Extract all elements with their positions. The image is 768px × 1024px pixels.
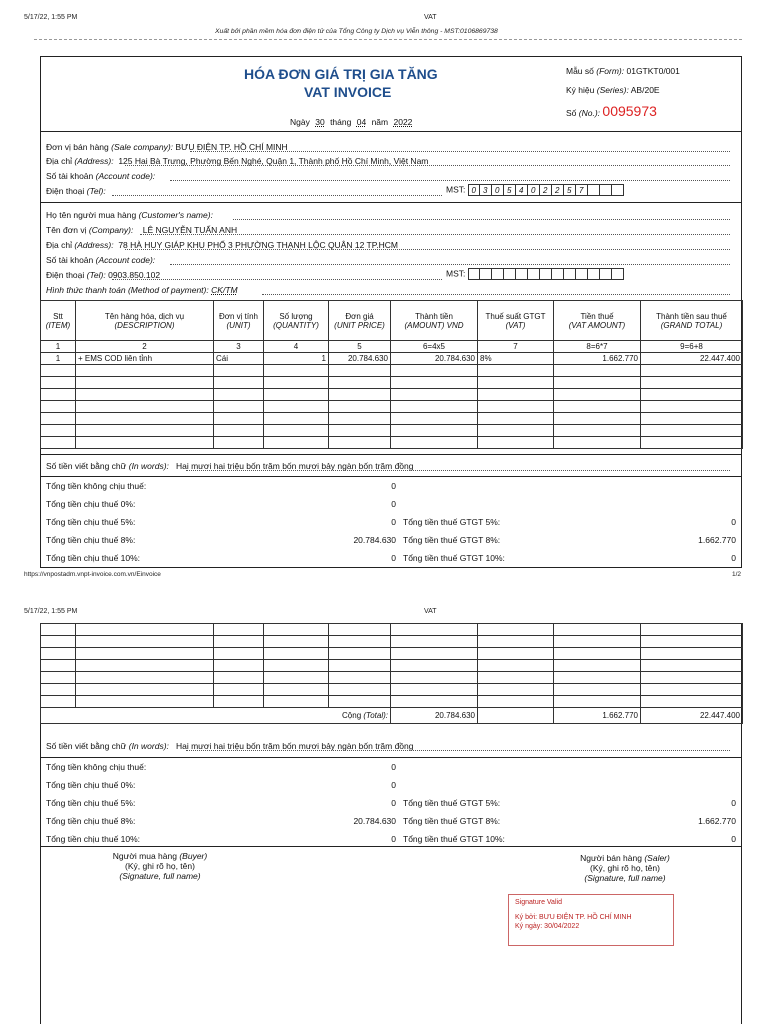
empty-cell (641, 672, 743, 684)
print-datetime: 5/17/22, 1:55 PM (24, 14, 78, 21)
empty-cell (391, 684, 478, 696)
empty-cell (554, 437, 641, 449)
empty-cell (329, 365, 391, 377)
mst-digit-box: 7 (576, 184, 588, 196)
empty-cell (41, 401, 76, 413)
empty-cell (264, 437, 329, 449)
empty-cell (214, 377, 264, 389)
form-number: Mẫu số (Form): 01GTKT0/001 (566, 66, 680, 76)
empty-cell (641, 377, 743, 389)
empty-row (41, 437, 743, 449)
empty-cell (478, 401, 554, 413)
index-cell: 9=6+8 (641, 341, 743, 353)
empty-cell (478, 684, 554, 696)
series-number: Ký hiệu (Series): AB/20E (566, 85, 660, 95)
column-header: Thành tiền (AMOUNT) VND (391, 301, 478, 341)
seller-mst: MST: 0 3 0 5 4 0 2 2 5 7 (446, 184, 624, 196)
mst-digit-box: 3 (480, 184, 492, 196)
empty-cell (641, 389, 743, 401)
empty-cell (391, 648, 478, 660)
payment-method-row: Hình thức thanh toán (Method of payment): CK/TM (46, 285, 238, 295)
items-table-p2 (40, 623, 743, 724)
print-title: VAT (424, 14, 437, 21)
empty-cell (391, 389, 478, 401)
empty-cell (478, 672, 554, 684)
empty-cell (264, 425, 329, 437)
empty-cell (41, 377, 76, 389)
mst-digit-box: 0 (468, 184, 480, 196)
table-cell: 1.662.770 (554, 353, 641, 365)
empty-cell (329, 413, 391, 425)
column-header: Tiền thuế (VAT AMOUNT) (554, 301, 641, 341)
mst-digit-box (552, 268, 564, 280)
buyer-account-row: Số tài khoản (Account code): (46, 255, 156, 265)
mst-digit-box: 4 (516, 184, 528, 196)
empty-cell (264, 624, 329, 636)
mst-digit-box (468, 268, 480, 280)
mst-digit-box (576, 268, 588, 280)
signed-by: Ký bởi: BƯU ĐIỆN TP. HỒ CHÍ MINH (515, 914, 632, 921)
invoice-number: Số (No.): 0095973 (566, 103, 657, 119)
exported-from-note: Xuất bởi phần mềm hóa đơn điện tử của Tổng Công ty Dịch vụ Viễn thông - MST:0106869738 (215, 28, 498, 35)
empty-cell (641, 401, 743, 413)
empty-cell (641, 365, 743, 377)
empty-cell (391, 425, 478, 437)
mst-digit-box (600, 184, 612, 196)
empty-row (41, 660, 743, 672)
buyer-name-row: Họ tên người mua hàng (Customer's name): (46, 210, 213, 220)
empty-cell (478, 365, 554, 377)
empty-cell (264, 389, 329, 401)
invoice-title-vi: HÓA ĐƠN GIÁ TRỊ GIA TĂNG (244, 66, 438, 82)
empty-cell (641, 413, 743, 425)
empty-cell (214, 660, 264, 672)
empty-cell (641, 648, 743, 660)
empty-cell (41, 413, 76, 425)
empty-cell (76, 624, 214, 636)
table-cell: + EMS COD liên tỉnh (76, 353, 214, 365)
mst-digit-box (588, 184, 600, 196)
print-datetime-p2: 5/17/22, 1:55 PM (24, 608, 78, 615)
empty-cell (641, 696, 743, 708)
empty-cell (264, 696, 329, 708)
column-header: Stt (ITEM) (41, 301, 76, 341)
empty-cell (554, 624, 641, 636)
empty-cell (41, 389, 76, 401)
empty-cell (214, 624, 264, 636)
empty-cell (478, 437, 554, 449)
empty-cell (214, 437, 264, 449)
empty-cell (478, 624, 554, 636)
empty-cell (329, 389, 391, 401)
empty-row (41, 401, 743, 413)
seller-account-row: Số tài khoản (Account code): (46, 171, 156, 181)
mst-digit-box (516, 268, 528, 280)
empty-cell (554, 377, 641, 389)
empty-cell (41, 696, 76, 708)
empty-cell (214, 401, 264, 413)
empty-cell (264, 377, 329, 389)
buyer-phone-row: Điện thoại (Tel): 0903.850.102 (46, 270, 161, 280)
index-cell: 4 (264, 341, 329, 353)
mst-digit-box (504, 268, 516, 280)
empty-cell (329, 377, 391, 389)
mst-digit-box (564, 268, 576, 280)
amount-in-words: Số tiền viết bằng chữ (In words): Hai mươi hai triệu bốn trăm bốn mươi bảy ngàn bốn trăm đồng (46, 461, 414, 471)
empty-cell (76, 425, 214, 437)
empty-cell (641, 425, 743, 437)
amount-in-words-p2: Số tiền viết bằng chữ (In words): Hai mươi hai triệu bốn trăm bốn mươi bảy ngàn bốn trăm đồng (46, 741, 414, 751)
table-index-row (41, 341, 743, 353)
footer-page-number: 1/2 (732, 571, 742, 578)
empty-cell (41, 636, 76, 648)
empty-cell (41, 425, 76, 437)
empty-cell (76, 684, 214, 696)
empty-cell (641, 437, 743, 449)
index-cell: 8=6*7 (554, 341, 641, 353)
empty-cell (264, 365, 329, 377)
empty-cell (264, 648, 329, 660)
empty-cell (554, 672, 641, 684)
empty-row (41, 389, 743, 401)
empty-cell (76, 660, 214, 672)
empty-cell (329, 648, 391, 660)
empty-cell (264, 684, 329, 696)
table-cell: 22.447.400 (641, 353, 743, 365)
mst-digit-box (612, 184, 624, 196)
column-header: Thuế suất GTGT (VAT) (478, 301, 554, 341)
invoice-date: Ngày 30 tháng 04 năm 2022 (290, 117, 413, 127)
empty-cell (641, 660, 743, 672)
mst-digit-box: 5 (564, 184, 576, 196)
empty-cell (391, 365, 478, 377)
empty-cell (391, 401, 478, 413)
empty-cell (214, 425, 264, 437)
empty-cell (214, 672, 264, 684)
index-cell: 7 (478, 341, 554, 353)
empty-cell (76, 389, 214, 401)
empty-cell (41, 684, 76, 696)
empty-row (41, 672, 743, 684)
empty-cell (214, 696, 264, 708)
mst-digit-box (588, 268, 600, 280)
table-cell: 20.784.630 (329, 353, 391, 365)
empty-cell (76, 377, 214, 389)
header-divider (34, 39, 742, 40)
empty-cell (329, 636, 391, 648)
empty-row (41, 413, 743, 425)
index-cell: 5 (329, 341, 391, 353)
empty-cell (554, 413, 641, 425)
signature-valid-label: Signature Valid (515, 899, 562, 906)
empty-cell (641, 624, 743, 636)
empty-cell (554, 696, 641, 708)
empty-row (41, 648, 743, 660)
empty-row (41, 684, 743, 696)
empty-cell (554, 425, 641, 437)
empty-cell (478, 413, 554, 425)
buyer-address-row: Địa chỉ (Address): 78 HÀ HUY GIÁP KHU PHỐ 3 PHƯỜNG THẠNH LỘC QUẬN 12 TP.HCM (46, 240, 399, 250)
index-cell: 3 (214, 341, 264, 353)
mst-digit-box: 2 (540, 184, 552, 196)
empty-cell (391, 660, 478, 672)
empty-cell (554, 684, 641, 696)
empty-cell (554, 401, 641, 413)
empty-row (41, 425, 743, 437)
empty-cell (76, 636, 214, 648)
empty-cell (478, 660, 554, 672)
empty-cell (76, 672, 214, 684)
empty-cell (76, 365, 214, 377)
empty-cell (478, 389, 554, 401)
empty-cell (391, 624, 478, 636)
mst-digit-box: 2 (552, 184, 564, 196)
column-header: Đơn vị tính (UNIT) (214, 301, 264, 341)
column-header: Đơn giá (UNIT PRICE) (329, 301, 391, 341)
buyer-signature-block: Người mua hàng (Buyer) (Ký, ghi rõ họ, tên) (Signature, full name) (112, 851, 208, 881)
footer-url[interactable]: https://vnpostadm.vnpt-invoice.com.vn/Einvoice (24, 571, 161, 578)
empty-cell (329, 624, 391, 636)
mst-digit-box: 0 (528, 184, 540, 196)
empty-cell (329, 425, 391, 437)
empty-cell (214, 648, 264, 660)
empty-cell (214, 636, 264, 648)
index-cell: 1 (41, 341, 76, 353)
seller-address-row: Địa chỉ (Address): 125 Hai Bà Trưng, Phường Bến Nghé, Quận 1, Thành phố Hồ Chí Minh, Việt Nam (46, 156, 429, 166)
items-table (40, 300, 743, 449)
empty-cell (329, 672, 391, 684)
empty-cell (554, 365, 641, 377)
table-cell: 8% (478, 353, 554, 365)
empty-cell (329, 696, 391, 708)
empty-cell (76, 401, 214, 413)
empty-cell (478, 377, 554, 389)
table-total-row: Cộng (Total): 20.784.630 1.662.770 22.447.400 (41, 708, 743, 724)
empty-cell (41, 672, 76, 684)
empty-cell (76, 437, 214, 449)
mst-digit-box (528, 268, 540, 280)
empty-cell (329, 660, 391, 672)
empty-row (41, 636, 743, 648)
signed-date: Ký ngày: 30/04/2022 (515, 923, 580, 930)
empty-cell (329, 437, 391, 449)
seller-phone-row: Điện thoại (Tel): (46, 186, 106, 196)
empty-cell (391, 377, 478, 389)
empty-cell (41, 648, 76, 660)
empty-cell (41, 437, 76, 449)
index-cell: 2 (76, 341, 214, 353)
mst-digit-box (540, 268, 552, 280)
mst-digit-box: 0 (492, 184, 504, 196)
empty-cell (391, 636, 478, 648)
empty-row (41, 365, 743, 377)
empty-cell (641, 636, 743, 648)
empty-cell (76, 413, 214, 425)
empty-cell (478, 636, 554, 648)
empty-cell (264, 660, 329, 672)
empty-cell (641, 684, 743, 696)
seller-company-row: Đơn vị bán hàng (Sale company): BƯU ĐIỆN TP. HỒ CHÍ MINH (46, 142, 288, 152)
digital-signature-stamp (508, 894, 674, 946)
empty-cell (214, 365, 264, 377)
mst-digit-box: 5 (504, 184, 516, 196)
empty-cell (76, 696, 214, 708)
empty-cell (554, 648, 641, 660)
column-header: Tên hàng hóa, dịch vụ (DESCRIPTION) (76, 301, 214, 341)
empty-cell (214, 389, 264, 401)
seller-signature-block: Người bán hàng (Saler) (Ký, ghi rõ họ, tên) (Signature, full name) (580, 853, 670, 883)
empty-cell (76, 648, 214, 660)
empty-cell (41, 365, 76, 377)
table-cell: 1 (264, 353, 329, 365)
empty-cell (41, 624, 76, 636)
empty-cell (329, 684, 391, 696)
empty-cell (391, 437, 478, 449)
table-cell: Cái (214, 353, 264, 365)
empty-row (41, 377, 743, 389)
print-title-p2: VAT (424, 608, 437, 615)
buyer-mst: MST: (446, 268, 624, 280)
table-header-row (41, 301, 743, 341)
mst-digit-box (492, 268, 504, 280)
empty-cell (391, 696, 478, 708)
empty-cell (214, 684, 264, 696)
empty-cell (264, 672, 329, 684)
buyer-company-row: Tên đơn vị (Company): LÊ NGUYỄN TUẤN ANH (46, 225, 238, 235)
column-header: Số lượng (QUANTITY) (264, 301, 329, 341)
empty-cell (554, 660, 641, 672)
table-cell: 1 (41, 353, 76, 365)
empty-cell (478, 648, 554, 660)
mst-digit-box (600, 268, 612, 280)
empty-row (41, 696, 743, 708)
empty-cell (478, 425, 554, 437)
empty-cell (391, 413, 478, 425)
empty-cell (554, 636, 641, 648)
empty-row (41, 624, 743, 636)
invoice-title-en: VAT INVOICE (304, 84, 392, 100)
empty-cell (264, 401, 329, 413)
empty-cell (554, 389, 641, 401)
empty-cell (41, 660, 76, 672)
empty-cell (264, 636, 329, 648)
mst-digit-box (480, 268, 492, 280)
table-cell: 20.784.630 (391, 353, 478, 365)
mst-digit-box (612, 268, 624, 280)
empty-cell (329, 401, 391, 413)
table-row (41, 353, 743, 365)
empty-cell (391, 672, 478, 684)
empty-cell (264, 413, 329, 425)
index-cell: 6=4x5 (391, 341, 478, 353)
column-header: Thành tiền sau thuế (GRAND TOTAL) (641, 301, 743, 341)
empty-cell (478, 696, 554, 708)
empty-cell (214, 413, 264, 425)
